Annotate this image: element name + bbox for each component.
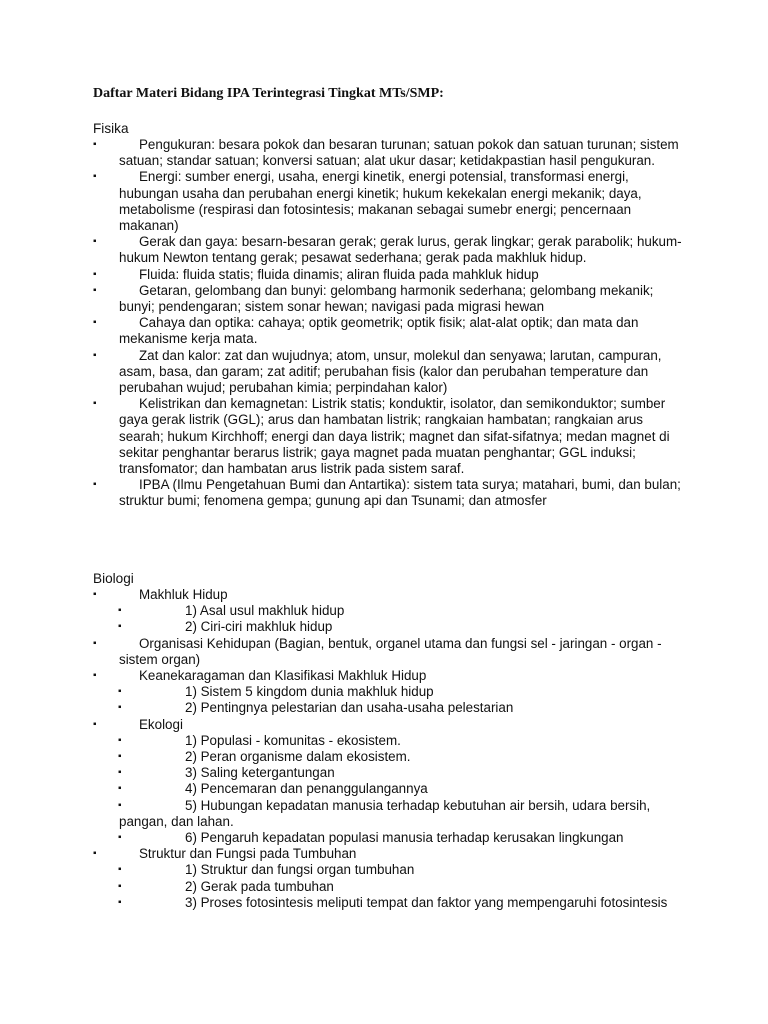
bullet-icon: ▪ <box>93 848 97 860</box>
bullet-icon: ▪ <box>93 479 97 491</box>
list-item-text: Kelistrikan dan kemagnetan: Listrik statis; konduktir, isolator, dan semikonduktor; sumber gaya gerak listrik (GGL); arus dan hambatan listrik; rangkaian hambatan; rangkaian arus searah; hukum Kirchhoff; energi dan daya listrik; magnet dan sifat-sifatnya; medan magnet di sekitar penghantar berarus listrik; gaya magnet pada muatan penghantar; GGL induksi; transfomator; dan hambatan arus listrik pada sistem saraf. <box>119 396 670 477</box>
fisika-list <box>93 137 683 510</box>
list-item-text: Gerak dan gaya: besarn-besaran gerak; gerak lurus, gerak lingkar; gerak parabolik; hukum-hukum Newton tentang gerak; pesawat sederhana; gerak pada makhluk hidup. <box>119 234 682 266</box>
biologi-list-item <box>93 587 683 603</box>
biologi-list-item <box>93 717 683 733</box>
bullet-icon: ▪ <box>93 637 97 649</box>
bullet-icon: ▪ <box>118 880 122 892</box>
fisika-list-item <box>93 315 683 347</box>
bullet-icon: ▪ <box>118 767 122 779</box>
fisika-list-item <box>93 169 683 234</box>
fisika-list-item <box>93 348 683 397</box>
bullet-icon: ▪ <box>118 686 122 698</box>
list-item-text: 3) Proses fotosintesis meliputi tempat dan faktor yang mempengaruhi fotosintesis <box>185 894 668 910</box>
list-item-text: 1) Sistem 5 kingdom dunia makhluk hidup <box>185 684 434 700</box>
biologi-sub-item <box>93 603 683 619</box>
bullet-icon: ▪ <box>93 284 97 296</box>
bullet-icon: ▪ <box>118 799 122 811</box>
bullet-icon: ▪ <box>118 621 122 633</box>
biologi-sub-item <box>93 895 683 911</box>
list-item-text: 1) Struktur dan fungsi organ tumbuhan <box>185 862 415 878</box>
biologi-sub-item <box>93 733 683 749</box>
list-item-text: Getaran, gelombang dan bunyi: gelombang harmonik sederhana; gelombang mekanik; bunyi; pendengaran; sistem sonar hewan; navigasi pada migrasi hewan <box>119 282 654 315</box>
section-heading-biologi: Biologi <box>93 571 134 586</box>
fisika-list-item <box>93 267 683 283</box>
biologi-sub-item <box>93 879 683 895</box>
list-item-text: 2) Ciri-ciri makhluk hidup <box>185 619 333 635</box>
bullet-icon: ▪ <box>118 783 122 795</box>
biologi-sub-item <box>93 749 683 765</box>
fisika-list-item <box>93 396 683 477</box>
list-item-text: Energi: sumber energi, usaha, energi kinetik, energi potensial, transformasi energi, hubungan usaha dan perubahan energi kinetik; hukum kekekalan energi mekanik; daya, metabolisme (respirasi dan fotosintesis; makanan sebagai sumebr energi; pencernaan makanan) <box>119 169 642 234</box>
bullet-icon: ▪ <box>118 734 122 746</box>
biologi-sub-item <box>93 619 683 635</box>
section-heading-fisika: Fisika <box>93 121 129 136</box>
bullet-icon: ▪ <box>118 751 122 763</box>
biologi-list-item <box>93 668 683 684</box>
biologi-sub-item <box>93 700 683 716</box>
biologi-sub-item <box>93 765 683 781</box>
biologi-list-item <box>93 636 683 668</box>
bullet-icon: ▪ <box>93 589 97 600</box>
list-item-text: Ekologi <box>139 716 183 732</box>
list-item-text: Keanekaragaman dan Klasifikasi Makhluk Hidup <box>139 668 427 684</box>
list-item-text: 2) Peran organisme dalam ekosistem. <box>185 749 411 765</box>
bullet-icon: ▪ <box>118 605 122 617</box>
list-item-text: 2) Gerak pada tumbuhan <box>185 878 334 894</box>
bullet-icon: ▪ <box>118 896 122 908</box>
list-item-text: Organisasi Kehidupan (Bagian, bentuk, organel utama dan fungsi sel - jaringan - organ - sistem organ) <box>119 635 662 667</box>
bullet-icon: ▪ <box>93 718 97 730</box>
fisika-list-item <box>93 137 683 169</box>
bullet-icon: ▪ <box>93 398 97 410</box>
fisika-list-item <box>93 283 683 315</box>
biologi-list-item <box>93 846 683 862</box>
list-item-text: Cahaya dan optika: cahaya; optik geometrik; optik fisik; alat-alat optik; dan mata dan mekanisme kerja mata. <box>119 315 639 347</box>
biologi-sub-item <box>93 862 683 878</box>
list-item-text: 6) Pengaruh kepadatan populasi manusia terhadap kerusakan lingkungan <box>185 830 624 846</box>
biologi-sub-item <box>93 830 683 846</box>
list-item-text: Zat dan kalor: zat dan wujudnya; atom, unsur, molekul dan senyawa; larutan, campuran, asam, basa, dan garam; zat aditif; perubahan fisis (kalor dan perubahan temperature dan perubahan wujud; perubahan kimia; perpindahan kalor) <box>119 347 662 396</box>
biologi-sub-item <box>93 798 683 830</box>
list-item-text: 3) Saling ketergantungan <box>185 765 335 781</box>
bullet-icon: ▪ <box>93 317 97 329</box>
fisika-list-item <box>93 234 683 266</box>
biologi-sub-item <box>93 781 683 797</box>
bullet-icon: ▪ <box>118 864 122 876</box>
document-title: Daftar Materi Bidang IPA Terintegrasi Tingkat MTs/SMP: <box>93 86 444 101</box>
bullet-icon: ▪ <box>93 268 97 280</box>
bullet-icon: ▪ <box>118 832 122 844</box>
biologi-list <box>93 587 683 911</box>
list-item-text: 2) Pentingnya pelestarian dan usaha-usaha pelestarian <box>185 700 514 716</box>
bullet-icon: ▪ <box>93 349 97 361</box>
list-item-text: Makhluk Hidup <box>139 587 228 602</box>
list-item-text: Struktur dan Fungsi pada Tumbuhan <box>139 846 357 862</box>
list-item-text: 5) Hubungan kepadatan manusia terhadap kebutuhan air bersih, udara bersih, pangan, dan lahan. <box>119 797 651 829</box>
list-item-text: 1) Asal usul makhluk hidup <box>185 603 345 619</box>
biologi-sub-item <box>93 684 683 700</box>
bullet-icon: ▪ <box>93 236 97 248</box>
list-item-text: 1) Populasi - komunitas - ekosistem. <box>185 732 401 748</box>
list-item-text: IPBA (Ilmu Pengetahuan Bumi dan Antartika): sistem tata surya; matahari, bumi, dan bulan; struktur bumi; fenomena gempa; gunung api dan Tsunami; dan atmosfer <box>119 477 681 509</box>
fisika-list-item <box>93 477 683 509</box>
bullet-icon: ▪ <box>93 670 97 682</box>
bullet-icon: ▪ <box>118 702 122 714</box>
list-item-text: Pengukuran: besara pokok dan besaran turunan; satuan pokok dan satuan turunan; sistem satuan; standar satuan; konversi satuan; alat ukur dasar; ketidakpastian hasil pengukuran. <box>119 137 679 169</box>
list-item-text: 4) Pencemaran dan penanggulangannya <box>185 781 428 797</box>
bullet-icon: ▪ <box>93 139 97 150</box>
bullet-icon: ▪ <box>93 171 97 183</box>
list-item-text: Fluida: fluida statis; fluida dinamis; aliran fluida pada mahkluk hidup <box>139 266 539 282</box>
